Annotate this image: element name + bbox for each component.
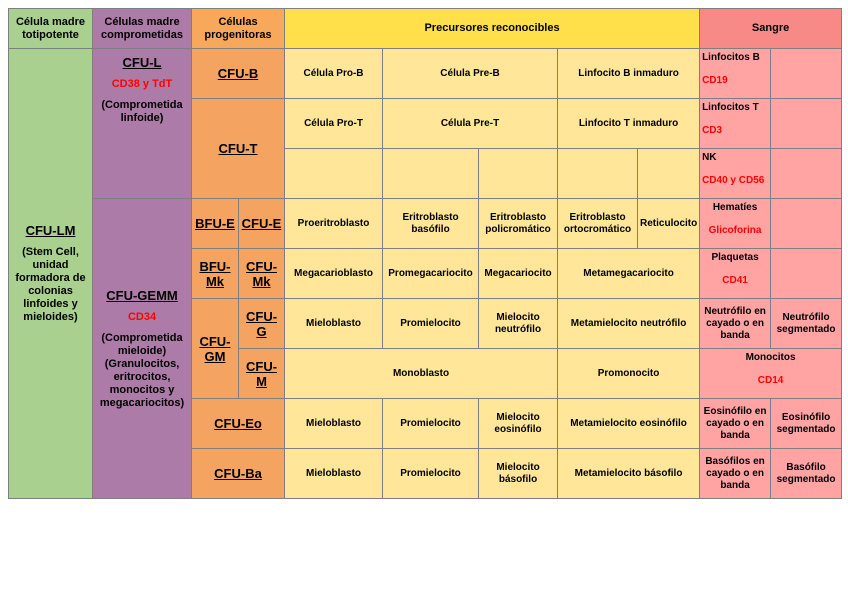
blood-b-marker: CD19 <box>702 75 728 86</box>
eosinophil-myelocyte: Mielocito eosinófilo <box>479 399 558 449</box>
basophil-segmented: Basófilo segmentado <box>771 449 842 499</box>
blood-e-marker: Glicoforina <box>708 225 762 236</box>
nk-c3 <box>479 149 558 199</box>
blood-mk-empty <box>771 249 842 299</box>
pre-b: Célula Pre-B <box>383 49 558 99</box>
blood-mk-label: Plaquetas <box>711 252 759 263</box>
basophil-band: Basófilos en cayado o en banda <box>700 449 771 499</box>
cfu-mk: CFU-Mk <box>239 249 285 299</box>
neutrophil-band: Neutrófilo en cayado o en banda <box>700 299 771 349</box>
basophilic-erythroblast: Eritroblasto basófilo <box>383 199 479 249</box>
cfu-ba: CFU-Ba <box>192 449 285 499</box>
g-myeloblast: Mieloblasto <box>285 299 383 349</box>
blood-mk <box>700 249 771 299</box>
eo-myeloblast: Mieloblasto <box>285 399 383 449</box>
promonocyte: Promonocito <box>558 349 700 399</box>
cfu-e: CFU-E <box>239 199 285 249</box>
header-precursors: Precursores reconocibles <box>285 9 700 49</box>
cfu-gemm-desc: (Comprometida mieloide) (Granulocitos, eritrocitos, monocitos y megacariocitos) <box>99 331 185 409</box>
blood-t-marker: CD3 <box>702 125 723 136</box>
blood-m-marker: CD14 <box>757 375 784 386</box>
cfu-b: CFU-B <box>192 49 285 99</box>
ba-promyelocyte: Promielocito <box>383 449 479 499</box>
blood-t <box>700 99 771 149</box>
cfu-gm: CFU-GM <box>192 299 239 399</box>
blood-nk <box>700 149 771 199</box>
cfu-gemm-cell <box>93 199 192 499</box>
cfu-lm-desc: (Stem Cell, unidad formadora de colonias linfoides y mieloides) <box>15 246 86 323</box>
cfu-gemm-title: CFU-GEMM <box>106 287 178 303</box>
nk-c1 <box>285 149 383 199</box>
pre-t: Célula Pre-T <box>383 99 558 149</box>
cfu-l-cell <box>93 49 192 199</box>
blood-nk-marker: CD40 y CD56 <box>702 175 765 186</box>
cfu-t: CFU-T <box>192 99 285 199</box>
nk-c4 <box>558 149 638 199</box>
orthochromatic-erythroblast: Eritroblasto ortocromático <box>558 199 638 249</box>
cfu-m: CFU-M <box>239 349 285 399</box>
header-blood: Sangre <box>700 9 842 49</box>
proerythroblast: Proeritroblasto <box>285 199 383 249</box>
header-progenitor: Células progenitoras <box>192 9 285 49</box>
neutrophil-metamyelocyte: Metamielocito neutrófilo <box>558 299 700 349</box>
promegakaryocyte: Promegacariocito <box>383 249 479 299</box>
blood-b-empty <box>771 49 842 99</box>
eo-promyelocyte: Promielocito <box>383 399 479 449</box>
blood-nk-label: NK <box>702 152 717 163</box>
blood-e <box>700 199 771 249</box>
cfu-eo: CFU-Eo <box>192 399 285 449</box>
blood-mk-marker: CD41 <box>722 275 748 286</box>
eosinophil-segmented: Eosinófilo segmentado <box>771 399 842 449</box>
cfu-lm-cell <box>9 49 93 499</box>
header-totipotent: Célula madre totipotente <box>9 9 93 49</box>
monoblast: Monoblasto <box>285 349 558 399</box>
cfu-l-marker: CD38 y TdT <box>111 78 173 90</box>
blood-m <box>700 349 842 399</box>
t-immature: Linfocito T inmaduro <box>558 99 700 149</box>
blood-b <box>700 49 771 99</box>
polychromatic-erythroblast: Eritroblasto policromático <box>479 199 558 249</box>
eosinophil-metamyelocyte: Metamielocito eosinófilo <box>558 399 700 449</box>
blood-e-empty <box>771 199 842 249</box>
pro-t: Célula Pro-T <box>285 99 383 149</box>
blood-b-label: Linfocitos B <box>702 52 760 63</box>
b-immature: Linfocito B inmaduro <box>558 49 700 99</box>
nk-c5 <box>638 149 700 199</box>
basophil-metamyelocyte: Metamielocito básofilo <box>558 449 700 499</box>
header-committed: Células madre comprometidas <box>93 9 192 49</box>
neutrophil-myelocyte: Mielocito neutrófilo <box>479 299 558 349</box>
blood-m-label: Monocitos <box>745 352 796 363</box>
bfu-e: BFU-E <box>192 199 239 249</box>
basophil-myelocyte: Mielocito básofilo <box>479 449 558 499</box>
hematopoiesis-table <box>8 8 842 499</box>
bfu-mk: BFU-Mk <box>192 249 239 299</box>
blood-nk-empty <box>771 149 842 199</box>
nk-c2 <box>383 149 479 199</box>
megakaryoblast: Megacarioblasto <box>285 249 383 299</box>
neutrophil-segmented: Neutrófilo segmentado <box>771 299 842 349</box>
blood-e-label: Hematíes <box>712 202 758 213</box>
g-promyelocyte: Promielocito <box>383 299 479 349</box>
blood-t-empty <box>771 99 842 149</box>
cfu-gemm-marker: CD34 <box>127 310 157 323</box>
cfu-l-desc: (Comprometida linfoide) <box>101 99 183 124</box>
metamegakaryocyte: Metamegacariocito <box>558 249 700 299</box>
cfu-g: CFU-G <box>239 299 285 349</box>
eosinophil-band: Eosinófilo en cayado o en banda <box>700 399 771 449</box>
cfu-l-title: CFU-L <box>122 55 162 70</box>
ba-myeloblast: Mieloblasto <box>285 449 383 499</box>
cfu-lm-title: CFU-LM <box>25 223 76 238</box>
pro-b: Célula Pro-B <box>285 49 383 99</box>
blood-t-label: Linfocitos T <box>702 102 759 113</box>
megakaryocyte: Megacariocito <box>479 249 558 299</box>
reticulocyte: Reticulocito <box>638 199 700 249</box>
